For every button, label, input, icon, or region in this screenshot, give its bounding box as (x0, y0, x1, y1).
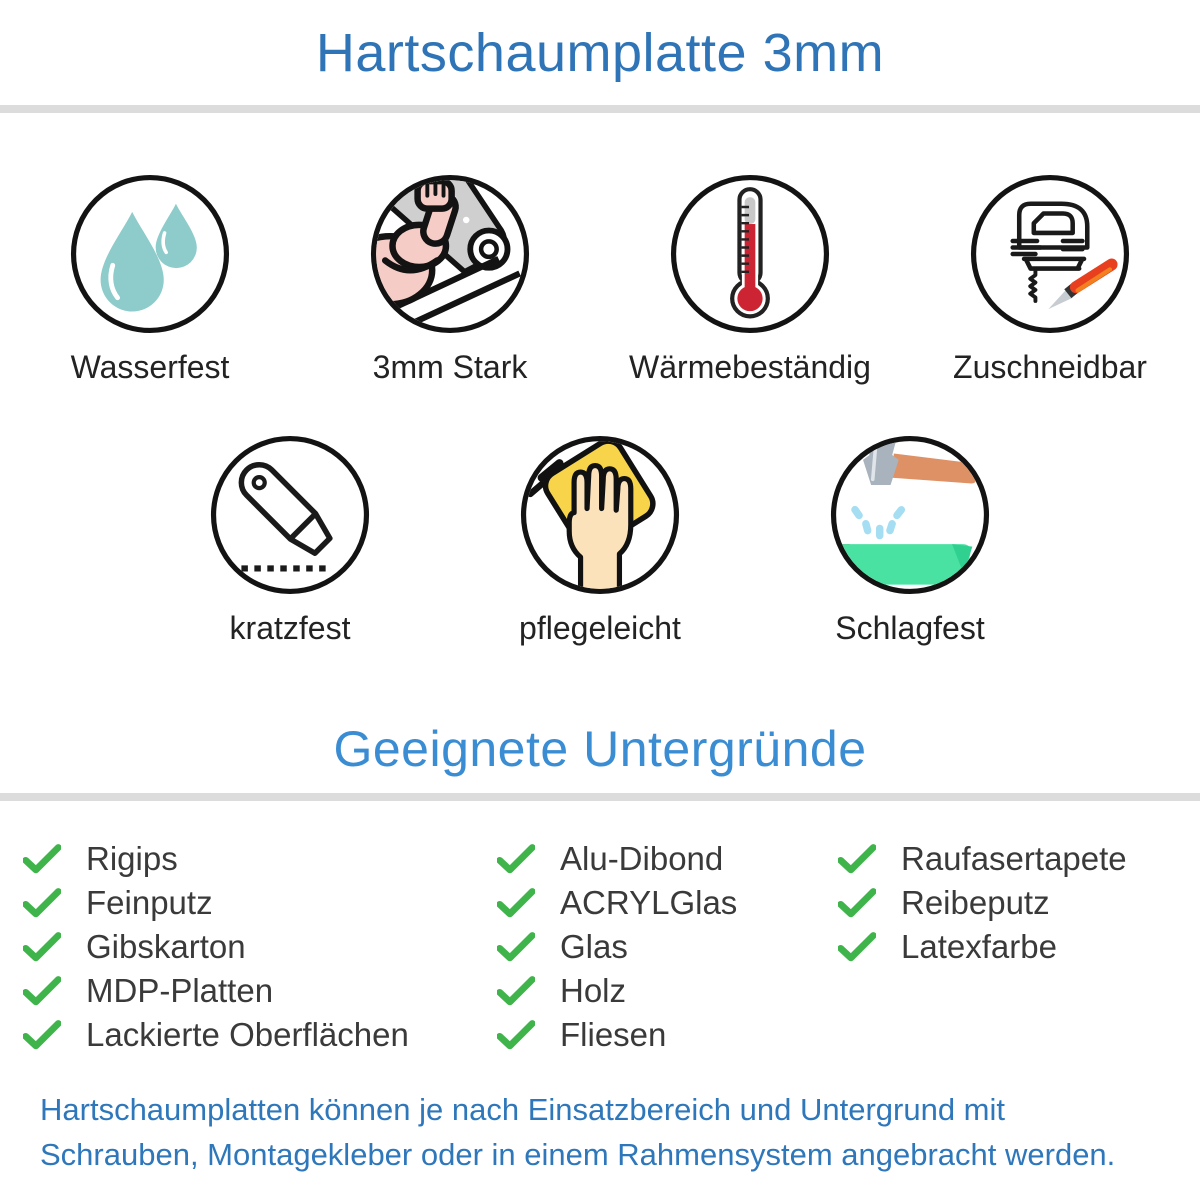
check-icon (497, 975, 535, 1007)
substrate-label: Lackierte Oberflächen (86, 1016, 409, 1053)
water-drops-icon (69, 173, 231, 335)
flexed-arm-icon (369, 173, 531, 335)
substrate-item (497, 881, 838, 925)
substrates-column-3 (838, 837, 1200, 1057)
substrates-column-2 (497, 837, 838, 1057)
check-icon (497, 931, 535, 963)
footer-note (40, 1087, 1200, 1177)
check-icon (497, 843, 535, 875)
substrate-label: Reibeputz (901, 884, 1050, 921)
feature-label: Wasserfest (70, 349, 230, 385)
footer-line-2: Schrauben, Montagekleber oder in einem Rahmensystem angebracht werden. (40, 1137, 1116, 1172)
substrate-item (23, 881, 497, 925)
substrate-item (497, 925, 838, 969)
utility-knife-icon (209, 434, 371, 596)
substrate-item (497, 1013, 838, 1057)
page-title: Hartschaumplatte 3mm (315, 22, 885, 83)
feature-3mm-stark (300, 173, 600, 386)
substrate-label: Latexfarbe (901, 928, 1057, 965)
substrate-item (23, 925, 497, 969)
substrate-label: Feinputz (86, 884, 213, 921)
check-icon (497, 1019, 535, 1051)
substrate-label: Glas (560, 928, 628, 965)
substrate-item (23, 1013, 497, 1057)
substrates-column-1 (23, 837, 497, 1057)
feature-label: 3mm Stark (372, 349, 528, 385)
substrate-label: ACRYLGlas (560, 884, 738, 921)
feature-zuschneidbar (900, 173, 1200, 386)
substrate-item (838, 837, 1200, 881)
feature-wasserfest (0, 173, 300, 386)
feature-label: Wärmebeständig (629, 349, 871, 385)
check-icon (838, 931, 876, 963)
substrate-item (838, 925, 1200, 969)
check-icon (23, 843, 61, 875)
substrate-label: Fliesen (560, 1016, 667, 1053)
check-icon (23, 1019, 61, 1051)
divider-top (0, 105, 1200, 113)
substrate-item (23, 969, 497, 1013)
cleaning-hand-icon (519, 434, 681, 596)
check-icon (497, 887, 535, 919)
divider-middle (0, 793, 1200, 801)
substrates-grid (0, 837, 1200, 1057)
check-icon (23, 931, 61, 963)
substrate-item (497, 837, 838, 881)
substrates-section-title: Geeignete Untergründe (333, 721, 867, 777)
footer-line-1: Hartschaumplatten können je nach Einsatzbereich und Untergrund mit (40, 1092, 1005, 1127)
substrate-label: MDP-Platten (86, 972, 274, 1009)
hammer-icon (829, 434, 991, 596)
check-icon (838, 843, 876, 875)
check-icon (838, 887, 876, 919)
feature-row-2 (135, 434, 1065, 647)
feature-label: kratzfest (229, 610, 351, 646)
feature-label: pflegeleicht (519, 610, 681, 646)
feature-label: Schlagfest (835, 610, 985, 646)
feature-waermebestaendig (600, 173, 900, 386)
feature-kratzfest (135, 434, 445, 647)
substrate-label: Raufasertapete (901, 840, 1127, 877)
substrate-item (838, 881, 1200, 925)
substrate-label: Rigips (86, 840, 178, 877)
substrate-item (497, 969, 838, 1013)
feature-label: Zuschneidbar (953, 349, 1147, 385)
feature-schlagfest (755, 434, 1065, 647)
check-icon (23, 887, 61, 919)
thermometer-icon (669, 173, 831, 335)
feature-row-1 (0, 173, 1200, 386)
substrate-label: Holz (560, 972, 627, 1009)
substrate-label: Alu-Dibond (560, 840, 724, 877)
check-icon (23, 975, 61, 1007)
feature-pflegeleicht (445, 434, 755, 647)
substrate-label: Gibskarton (86, 928, 246, 965)
substrate-item (23, 837, 497, 881)
jigsaw-icon (969, 173, 1131, 335)
